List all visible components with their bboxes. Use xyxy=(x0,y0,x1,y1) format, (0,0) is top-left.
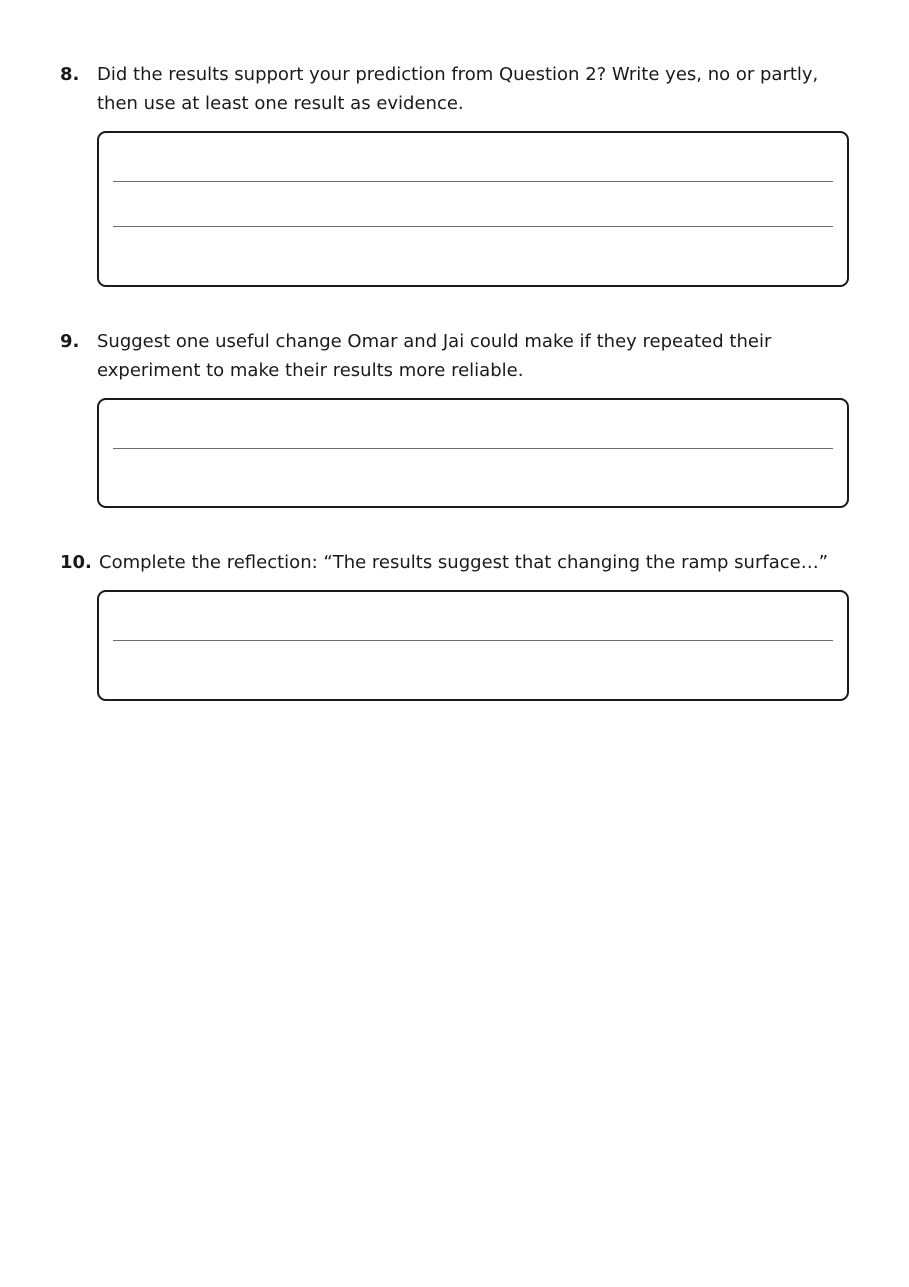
question-9-header xyxy=(60,327,850,385)
answer-line xyxy=(113,181,833,182)
question-8 xyxy=(60,60,850,118)
question-number: 9. xyxy=(60,331,80,352)
answer-box-10[interactable] xyxy=(97,590,849,701)
question-8-header xyxy=(60,60,850,118)
answer-line xyxy=(113,448,833,449)
answer-line xyxy=(113,640,833,641)
question-text: Complete the reflection: “The results suggest that changing the ramp surface…” xyxy=(99,552,829,573)
question-text: Suggest one useful change Omar and Jai could make if they repeated their experiment to make their results more reliable. xyxy=(97,331,772,381)
question-text: Did the results support your prediction from Question 2? Write yes, no or partly, then use at least one result as evidence. xyxy=(97,64,819,114)
question-10 xyxy=(60,548,850,577)
answer-box-8[interactable] xyxy=(97,131,849,287)
answer-line xyxy=(113,226,833,227)
answer-box-9[interactable] xyxy=(97,398,849,508)
question-number: 10. xyxy=(60,552,92,573)
question-9 xyxy=(60,327,850,385)
question-number: 8. xyxy=(60,64,80,85)
question-10-header xyxy=(60,548,850,577)
